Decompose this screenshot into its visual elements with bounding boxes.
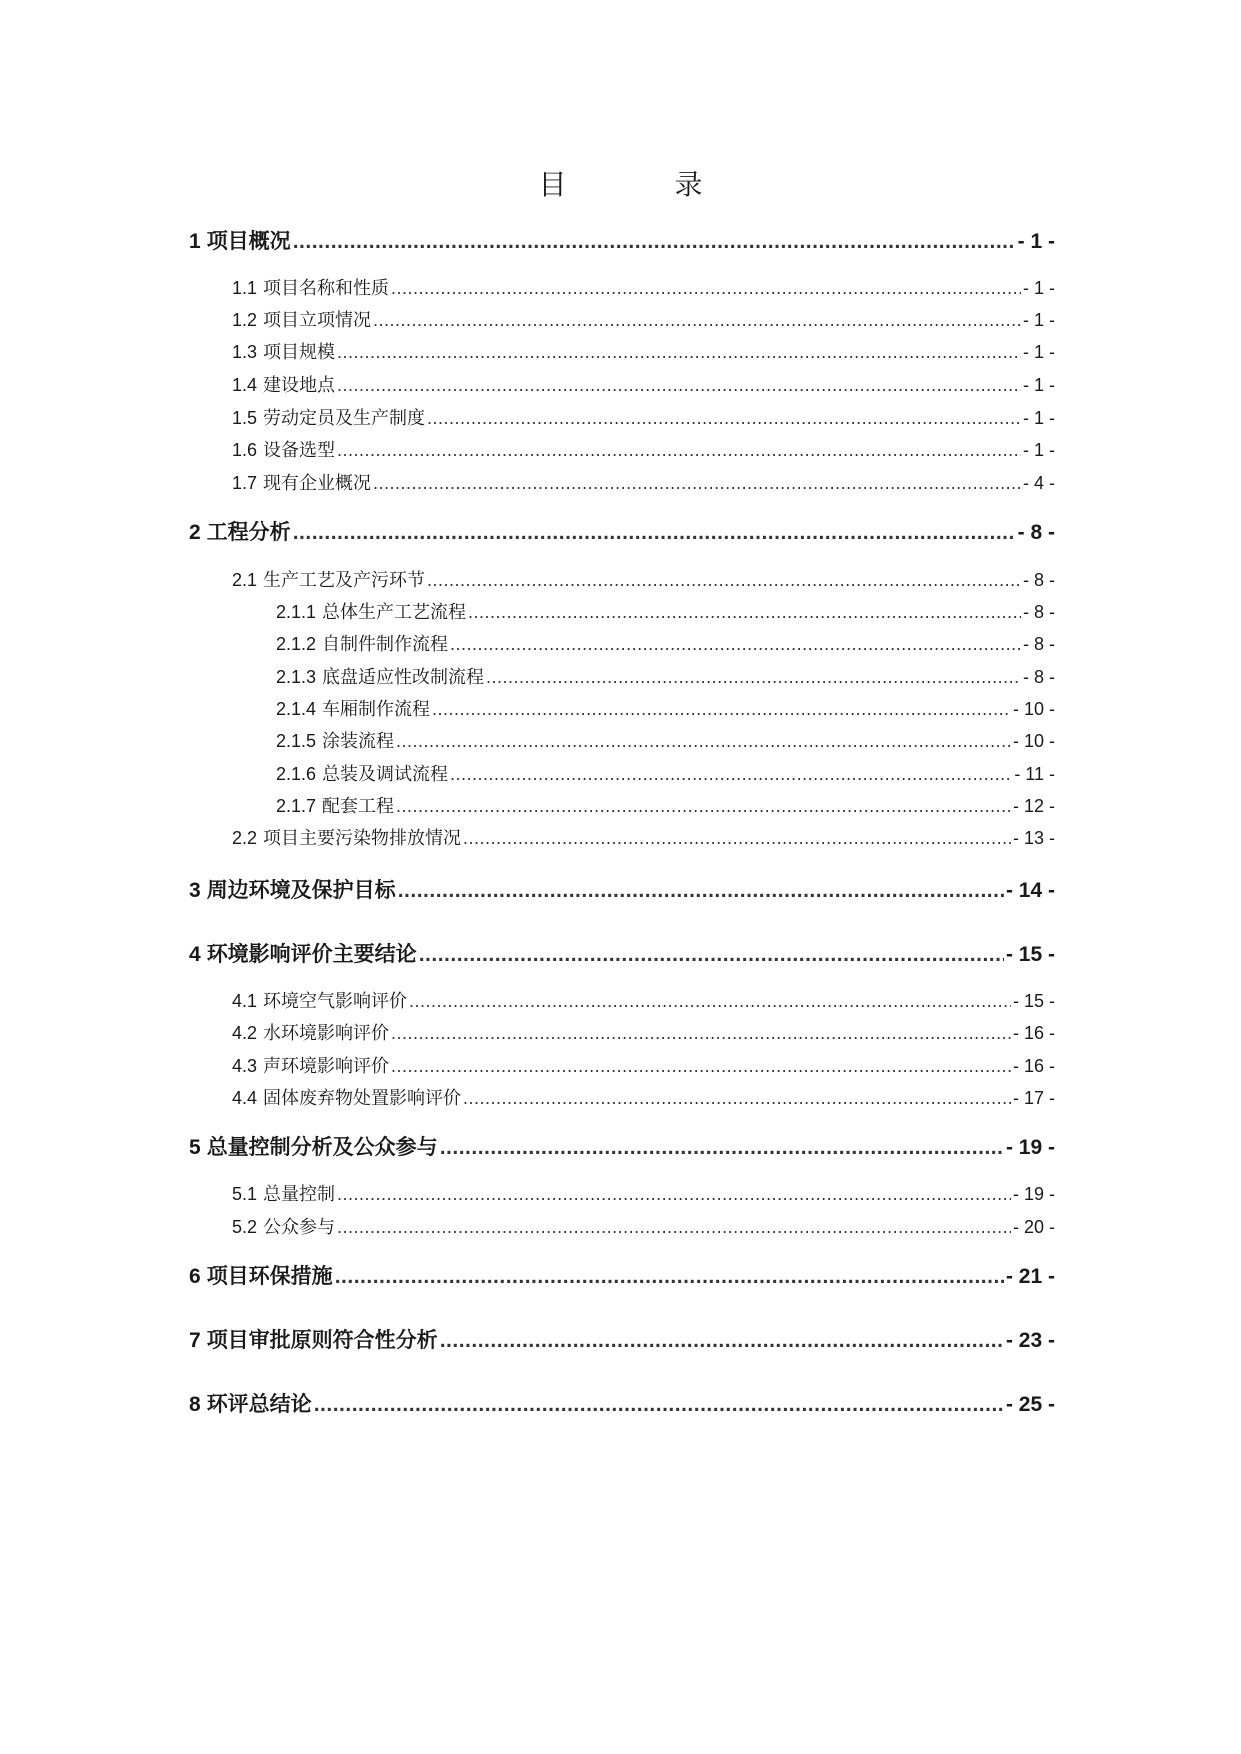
toc-page-number: - 8 - [1022,570,1055,590]
toc-number: 4.3 [232,1056,258,1076]
toc-title: 目 录 [538,168,743,201]
toc-page-number: - 19 - [1005,1136,1055,1159]
toc-entry[interactable] [232,1084,1055,1110]
toc-entry[interactable] [189,516,1055,546]
toc-label: 项目规模 [263,342,336,363]
toc-page-number: - 11 - [1014,764,1055,784]
dot-leader [432,699,1011,720]
toc-label: 公众参与 [263,1217,336,1238]
dot-leader [440,1136,1004,1160]
toc-page-number: - 19 - [1012,1184,1055,1204]
toc-entry[interactable] [276,630,1055,656]
dot-leader [337,1184,1011,1205]
toc-page-number: - 20 - [1012,1217,1055,1237]
toc-label: 车厢制作流程 [322,699,431,720]
dot-leader [409,991,1011,1012]
toc-label: 项目立项情况 [263,310,372,331]
dot-leader [391,1056,1011,1077]
toc-entry[interactable] [232,1180,1055,1206]
toc-page-number: - 10 - [1012,699,1055,719]
toc-label: 自制件制作流程 [322,634,449,655]
toc-entry[interactable] [232,306,1055,332]
toc-number: 1.6 [232,440,258,460]
toc-number: 2.1.6 [276,764,317,784]
toc-page-number: - 25 - [1005,1393,1055,1416]
toc-entry[interactable] [232,338,1055,364]
toc-label: 项目概况 [206,229,291,253]
toc-label: 周边环境及保护目标 [206,878,396,902]
toc-entry[interactable] [232,824,1055,850]
toc-page-number: - 4 - [1022,473,1055,493]
toc-page-number: - 23 - [1005,1329,1055,1352]
dot-leader [337,375,1021,396]
toc-entry[interactable] [232,404,1055,430]
toc-entry[interactable] [232,1019,1055,1045]
toc-label: 现有企业概况 [263,473,372,494]
toc-label: 生产工艺及产污环节 [263,570,426,591]
toc-number: 4 [189,943,201,966]
dot-leader [391,1023,1011,1044]
toc-entry[interactable] [189,225,1055,255]
dot-leader [398,879,1004,903]
dot-leader [337,342,1021,363]
toc-page-number: - 17 - [1012,1088,1055,1108]
toc-page-number: - 1 - [1017,230,1055,253]
toc-label: 环境空气影响评价 [263,991,408,1012]
toc-number: 2.1.7 [276,796,317,816]
toc-entry[interactable] [232,436,1055,462]
toc-number: 8 [189,1393,201,1416]
toc-number: 5.1 [232,1184,258,1204]
toc-entry[interactable] [276,663,1055,689]
toc-label: 声环境影响评价 [263,1056,390,1077]
toc-page-number: - 12 - [1012,796,1055,816]
toc-number: 1.4 [232,375,258,395]
dot-leader [486,667,1021,688]
dot-leader [293,230,1016,254]
toc-entry[interactable] [189,1324,1055,1354]
dot-leader [450,764,1012,785]
toc-entry[interactable] [189,1388,1055,1418]
toc-page-number: - 8 - [1022,602,1055,622]
toc-number: 2.1.4 [276,699,317,719]
toc-number: 6 [189,1265,201,1288]
toc-entry[interactable] [232,469,1055,495]
toc-entry[interactable] [189,1131,1055,1161]
toc-page-number: - 16 - [1012,1023,1055,1043]
toc-label: 总量控制分析及公众参与 [206,1135,438,1159]
toc-label: 项目名称和性质 [263,278,390,299]
toc-page-number: - 1 - [1022,342,1055,362]
toc-entry[interactable] [232,371,1055,397]
dot-leader [293,521,1016,545]
toc-entry[interactable] [189,874,1055,904]
toc-number: 2.1.2 [276,634,317,654]
toc-number: 4.4 [232,1088,258,1108]
toc-page-number: - 15 - [1012,991,1055,1011]
toc-label: 工程分析 [206,520,291,544]
dot-leader [463,1088,1011,1109]
toc-page-number: - 8 - [1022,634,1055,654]
toc-label: 环境影响评价主要结论 [206,942,417,966]
toc-number: 1.1 [232,278,258,298]
toc-label: 底盘适应性改制流程 [322,667,485,688]
toc-entry[interactable] [232,1052,1055,1078]
toc-number: 1.2 [232,310,258,330]
dot-leader [468,602,1021,623]
dot-leader [450,634,1021,655]
dot-leader [427,570,1021,591]
toc-page-number: - 21 - [1005,1265,1055,1288]
toc-number: 5.2 [232,1217,258,1237]
toc-label: 总体生产工艺流程 [322,602,467,623]
toc-number: 7 [189,1329,201,1352]
toc-entry[interactable] [276,727,1055,753]
toc-number: 2.2 [232,828,258,848]
toc-number: 2.1 [232,570,258,590]
toc-entry[interactable] [232,566,1055,592]
toc-label: 建设地点 [263,375,336,396]
dot-leader [396,796,1011,817]
toc-label: 水环境影响评价 [263,1023,390,1044]
toc-label: 固体废弃物处置影响评价 [263,1088,462,1109]
dot-leader [373,473,1021,494]
toc-number: 1 [189,230,201,253]
toc-page-number: - 8 - [1017,521,1055,544]
toc-number: 1.7 [232,473,258,493]
toc-number: 5 [189,1136,201,1159]
toc-label: 配套工程 [322,796,395,817]
toc-entry[interactable] [276,695,1055,721]
dot-leader [337,440,1021,461]
toc-page-number: - 10 - [1012,731,1055,751]
toc-entry[interactable] [189,1260,1055,1290]
toc-label: 设备选型 [263,440,336,461]
toc-number: 4.1 [232,991,258,1011]
toc-page-number: - 1 - [1022,408,1055,428]
toc-label: 环评总结论 [206,1392,312,1416]
toc-entry[interactable] [189,938,1055,968]
toc-page-number: - 14 - [1005,879,1055,902]
toc-page-number: - 16 - [1012,1056,1055,1076]
toc-page-number: - 13 - [1012,828,1055,848]
dot-leader [314,1393,1004,1417]
dot-leader [373,310,1021,331]
toc-label: 总装及调试流程 [322,764,449,785]
toc-number: 2.1.5 [276,731,317,751]
toc-label: 项目主要污染物排放情况 [263,828,462,849]
dot-leader [427,408,1021,429]
toc-entry[interactable] [276,792,1055,818]
dot-leader [440,1329,1004,1353]
toc-number: 1.3 [232,342,258,362]
toc-entry[interactable] [276,760,1055,786]
toc-number: 3 [189,879,201,902]
toc-page-number: - 8 - [1022,667,1055,687]
toc-entry[interactable] [232,987,1055,1013]
toc-page-number: - 1 - [1022,440,1055,460]
dot-leader [391,278,1021,299]
dot-leader [463,828,1011,849]
toc-label: 项目审批原则符合性分析 [206,1328,438,1352]
toc-label: 涂装流程 [322,731,395,752]
toc-entry[interactable] [232,274,1055,300]
dot-leader [337,1217,1011,1238]
toc-entry[interactable] [276,598,1055,624]
toc-page-number: - 1 - [1022,310,1055,330]
dot-leader [419,943,1004,967]
toc-number: 2 [189,521,201,544]
toc-page-number: - 1 - [1022,278,1055,298]
toc-page-number: - 15 - [1005,943,1055,966]
toc-number: 1.5 [232,408,258,428]
toc-label: 劳动定员及生产制度 [263,408,426,429]
toc-number: 2.1.3 [276,667,317,687]
toc-number: 4.2 [232,1023,258,1043]
toc-label: 项目环保措施 [206,1264,333,1288]
toc-label: 总量控制 [263,1184,336,1205]
dot-leader [396,731,1011,752]
toc-page-number: - 1 - [1022,375,1055,395]
toc-number: 2.1.1 [276,602,317,622]
toc-entry[interactable] [232,1213,1055,1239]
dot-leader [335,1265,1004,1289]
